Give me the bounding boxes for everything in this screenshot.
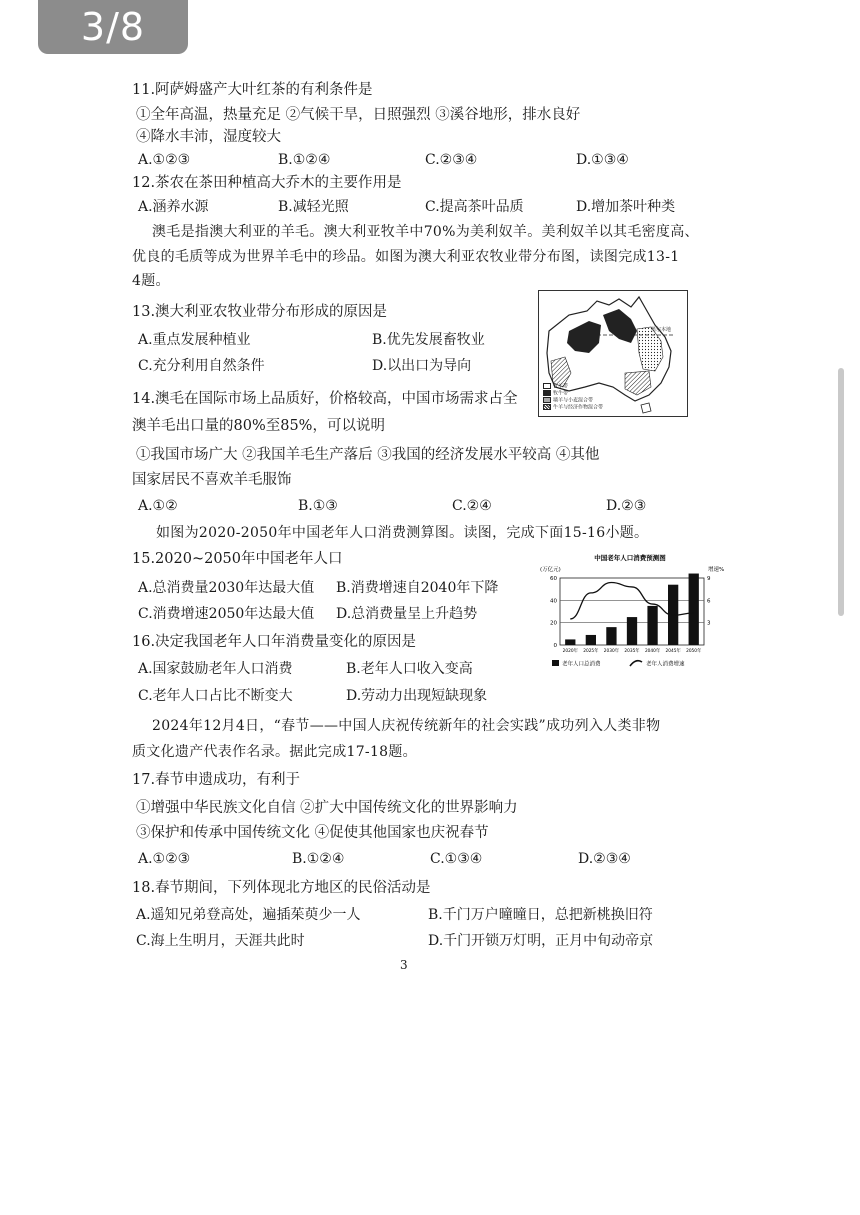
- question-13-option-d: D.以出口为导向: [372, 358, 472, 374]
- chart-bar: [689, 574, 699, 645]
- x-tick-label: 2050年: [686, 649, 702, 654]
- question-11-items: ①全年高温，热量充足 ②气候干旱，日照强烈 ③溪谷地形，排水良好: [136, 107, 581, 123]
- question-13-option-c: C.充分利用自然条件: [138, 358, 265, 374]
- question-15-stem: 15.2020~2050年中国老年人口: [132, 551, 343, 567]
- question-11-option-c: C.②③④: [425, 152, 478, 168]
- question-17-items: ①增强中华民族文化自信 ②扩大中国传统文化的世界影响力: [136, 800, 518, 816]
- legend-label: 牛羊与经济作物混合带: [553, 404, 604, 411]
- question-11-option-d: D.①③④: [576, 152, 629, 168]
- question-14-stem: 14.澳毛在国际市场上品质好，价格较高，中国市场需求占全: [132, 391, 518, 407]
- y-tick-label-right: 9: [707, 576, 711, 582]
- legend-swatch: [543, 397, 551, 403]
- chart-ylabel-left: (万亿元): [540, 567, 561, 573]
- question-11-option-b: B.①②④: [278, 152, 331, 168]
- y-tick-label-left: 20: [550, 620, 557, 627]
- x-tick-label: 2040年: [644, 649, 661, 654]
- legend-bar-label: 老年人口总消费: [562, 661, 601, 668]
- question-15-option-c: C.消费增速2050年达最大值: [138, 606, 315, 622]
- map-legend: [543, 383, 603, 411]
- question-17-items: ③保护和传承中国传统文化 ④促使其他国家也庆祝春节: [136, 825, 489, 841]
- legend-line-label: 老年人消费增速: [646, 661, 685, 668]
- legend-swatch: [543, 404, 551, 410]
- question-14-option-b: B.①③: [298, 498, 338, 514]
- question-17-stem: 17.春节申遗成功，有利于: [132, 772, 301, 788]
- y-tick-label-left: 0: [553, 643, 557, 649]
- question-12-option-b: B.减轻光照: [278, 199, 349, 215]
- legend-label: 墙羊与小麦混合带: [553, 397, 594, 404]
- question-18-option-c: C.海上生明月，天涯共此时: [136, 933, 305, 949]
- x-tick-label: 2035年: [624, 649, 640, 654]
- page-indicator: 3/8: [38, 0, 188, 54]
- question-17-option-d: D.②③④: [578, 851, 631, 867]
- legend-label: 牧羊带: [553, 383, 569, 390]
- chart-ylabel-right: 增速%: [708, 567, 725, 573]
- elderly-consumption-chart: [538, 548, 730, 678]
- y-tick-label-right: 6: [707, 598, 711, 605]
- page-number: 3: [400, 958, 408, 972]
- y-tick-label-left: 60: [550, 576, 557, 582]
- legend-label: 牧牛带: [553, 390, 569, 397]
- legend-swatch: [543, 390, 551, 396]
- legend-swatch: [543, 383, 551, 389]
- question-16-option-a: A.国家鼓励老年人口消费: [138, 661, 293, 677]
- x-tick-label: 2025年: [583, 649, 599, 654]
- question-14-stem: 澳羊毛出口量的80%至85%，可以说明: [132, 418, 385, 434]
- question-17-option-a: A.①②③: [138, 851, 191, 867]
- question-16-option-d: D.劳动力出现短缺现象: [346, 688, 488, 704]
- question-11-stem: 11.阿萨姆盛产大叶红茶的有利条件是: [132, 82, 373, 98]
- chart-bar: [647, 606, 657, 645]
- scrollbar-thumb[interactable]: [838, 368, 844, 616]
- material-17-line: 质文化遗产代表作名录。据此完成17-18题。: [132, 744, 417, 760]
- question-11-option-a: A.①②③: [138, 152, 191, 168]
- question-15-option-a: A.总消费量2030年达最大值: [138, 580, 315, 596]
- x-tick-label: 2045年: [665, 649, 681, 654]
- question-18-option-b: B.千门万户曈曈日，总把新桃换旧符: [428, 907, 653, 923]
- question-18-option-a: A.遥知兄弟登高处，遍插茱萸少一人: [136, 907, 361, 923]
- australia-agriculture-map: [538, 290, 688, 417]
- question-12-option-a: A.涵养水源: [138, 199, 209, 215]
- question-14-option-a: A.①②: [138, 498, 178, 514]
- question-16-option-c: C.老年人口占比不断变大: [138, 688, 293, 704]
- chart-svg: [538, 548, 730, 678]
- question-12-option-c: C.提高茶叶品质: [425, 199, 524, 215]
- material-13-line: 优良的毛质等成为世界羊毛中的珍品。如图为澳大利亚农牧业带分布图，读图完成13-1: [132, 249, 680, 265]
- question-17-option-c: C.①③④: [430, 851, 483, 867]
- material-13-line: 澳毛是指澳大利亚的羊毛。澳大利亚牧羊中70%为美利奴羊。美利奴羊以其毛密度高、: [152, 224, 699, 240]
- x-tick-label: 2030年: [603, 649, 620, 654]
- question-17-option-b: B.①②④: [292, 851, 345, 867]
- material-15-line: 如图为2020-2050年中国老年人口消费测算图。读图，完成下面15-16小题。: [156, 525, 649, 541]
- x-tick-label: 2020年: [562, 649, 578, 654]
- question-11-items: ④降水丰沛，湿度较大: [136, 129, 281, 145]
- question-18-stem: 18.春节期间，下列体现北方地区的民俗活动是: [132, 880, 431, 896]
- question-16-stem: 16.决定我国老年人口年消费量变化的原因是: [132, 634, 417, 650]
- question-14-items: 国家居民不喜欢羊毛服饰: [132, 472, 292, 488]
- chart-bar: [565, 639, 575, 645]
- chart-bar: [627, 617, 637, 645]
- material-13-line: 4题。: [132, 273, 170, 289]
- question-13-option-a: A.重点发展种植业: [138, 332, 251, 348]
- legend-bar-swatch: [552, 660, 559, 666]
- chart-title: 中国老年人口消费预测图: [594, 554, 666, 562]
- chart-bar: [586, 635, 596, 645]
- question-18-option-d: D.千门开锁万灯明，正月中旬动帝京: [428, 933, 654, 949]
- y-tick-label-right: 3: [707, 620, 711, 627]
- question-12-stem: 12.茶农在茶田种植高大乔木的主要作用是: [132, 175, 402, 191]
- map-city-label: 墨尔本地: [651, 327, 672, 333]
- question-13-stem: 13.澳大利亚农牧业带分布形成的原因是: [132, 304, 388, 320]
- question-14-option-c: C.②④: [452, 498, 492, 514]
- question-15-option-d: D.总消费量呈上升趋势: [336, 606, 478, 622]
- question-12-option-d: D.增加茶叶种类: [576, 199, 676, 215]
- question-14-items: ①我国市场广大 ②我国羊毛生产落后 ③我国的经济发展水平较高 ④其他: [136, 447, 600, 463]
- question-14-option-d: D.②③: [606, 498, 647, 514]
- y-tick-label-left: 40: [550, 598, 557, 605]
- question-16-option-b: B.老年人口收入变高: [346, 661, 473, 677]
- legend-line-swatch: [630, 661, 642, 666]
- chart-bar: [606, 627, 616, 645]
- question-15-option-b: B.消费增速自2040年下降: [336, 580, 499, 596]
- material-17-line: 2024年12月4日，“春节——中国人庆祝传统新年的社会实践”成功列入人类非物: [152, 718, 661, 734]
- question-13-option-b: B.优先发展畜牧业: [372, 332, 485, 348]
